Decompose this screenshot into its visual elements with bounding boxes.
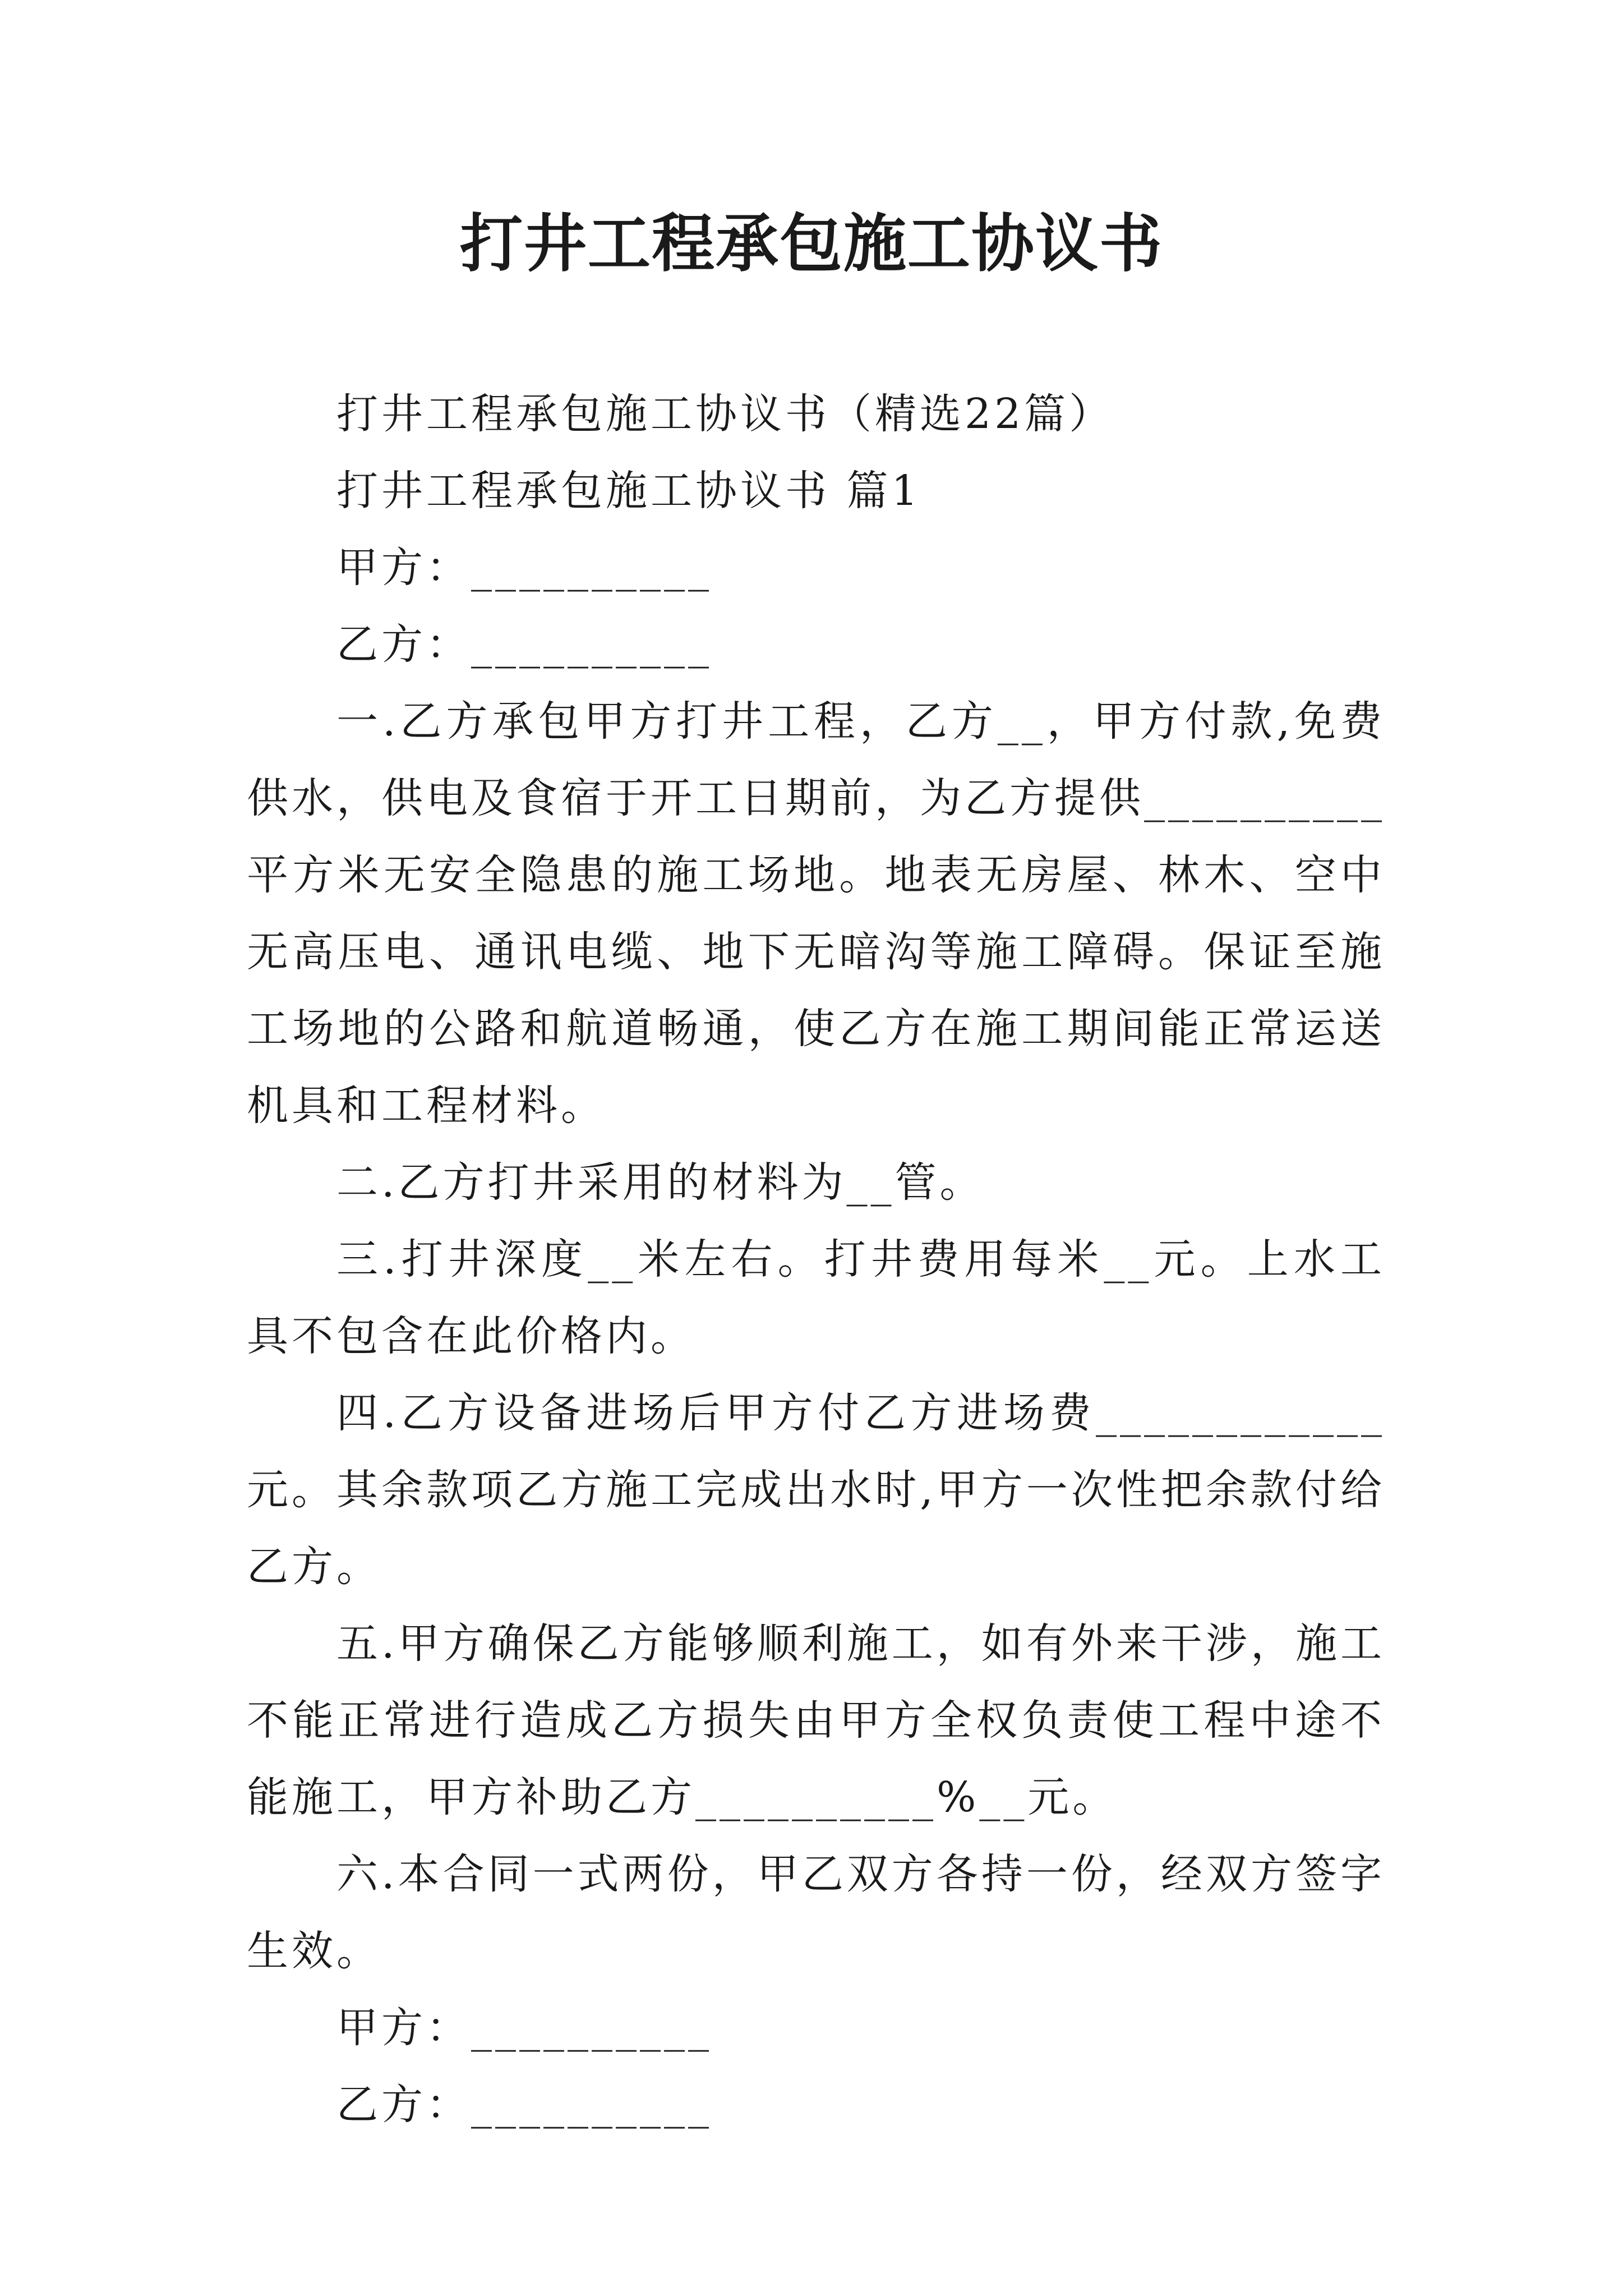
- document-body: [247, 376, 1385, 2143]
- clause-6: 六.本合同一式两份，甲乙双方各持一份，经双方签字生效。: [247, 1850, 1385, 1975]
- clause-3: 三.打井深度__米左右。打井费用每米__元。上水工具不包含在此价格内。: [247, 1235, 1385, 1360]
- party-b-line-bottom: 乙方：__________: [336, 2081, 712, 2129]
- clause-4: 四.乙方设备进场后甲方付乙方进场费____________元。其余款项乙方施工完成出水时,甲方一次性把余款付给乙方。: [247, 1389, 1385, 1591]
- party-b-line-top: 乙方：__________: [336, 620, 712, 669]
- document-subtitle: 打井工程承包施工协议书（精选22篇）: [336, 390, 1114, 438]
- clause-1: 一.乙方承包甲方打井工程，乙方__，甲方付款,免费供水，供电及食宿于开工日期前，为乙方提供__________平方米无安全隐患的施工场地。地表无房屋、林木、空中无高压电、通讯电缆、地下无暗沟等施工障碍。保证至施工场地的公路和航道畅通，使乙方在施工期间能正常运送机具和工程材料。: [247, 697, 1385, 1130]
- clause-5: 五.甲方确保乙方能够顺利施工，如有外来干涉，施工不能正常进行造成乙方损失由甲方全权负责使工程中途不能施工，甲方补助乙方__________%__元。: [247, 1619, 1385, 1821]
- document-title: 打井工程承包施工协议书: [460, 207, 1163, 280]
- section-heading: 打井工程承包施工协议书 篇1: [336, 467, 921, 515]
- party-a-line-top: 甲方：__________: [336, 544, 712, 592]
- clause-2: 二.乙方打井采用的材料为__管。: [336, 1158, 985, 1207]
- party-a-line-bottom: 甲方：__________: [336, 2004, 712, 2052]
